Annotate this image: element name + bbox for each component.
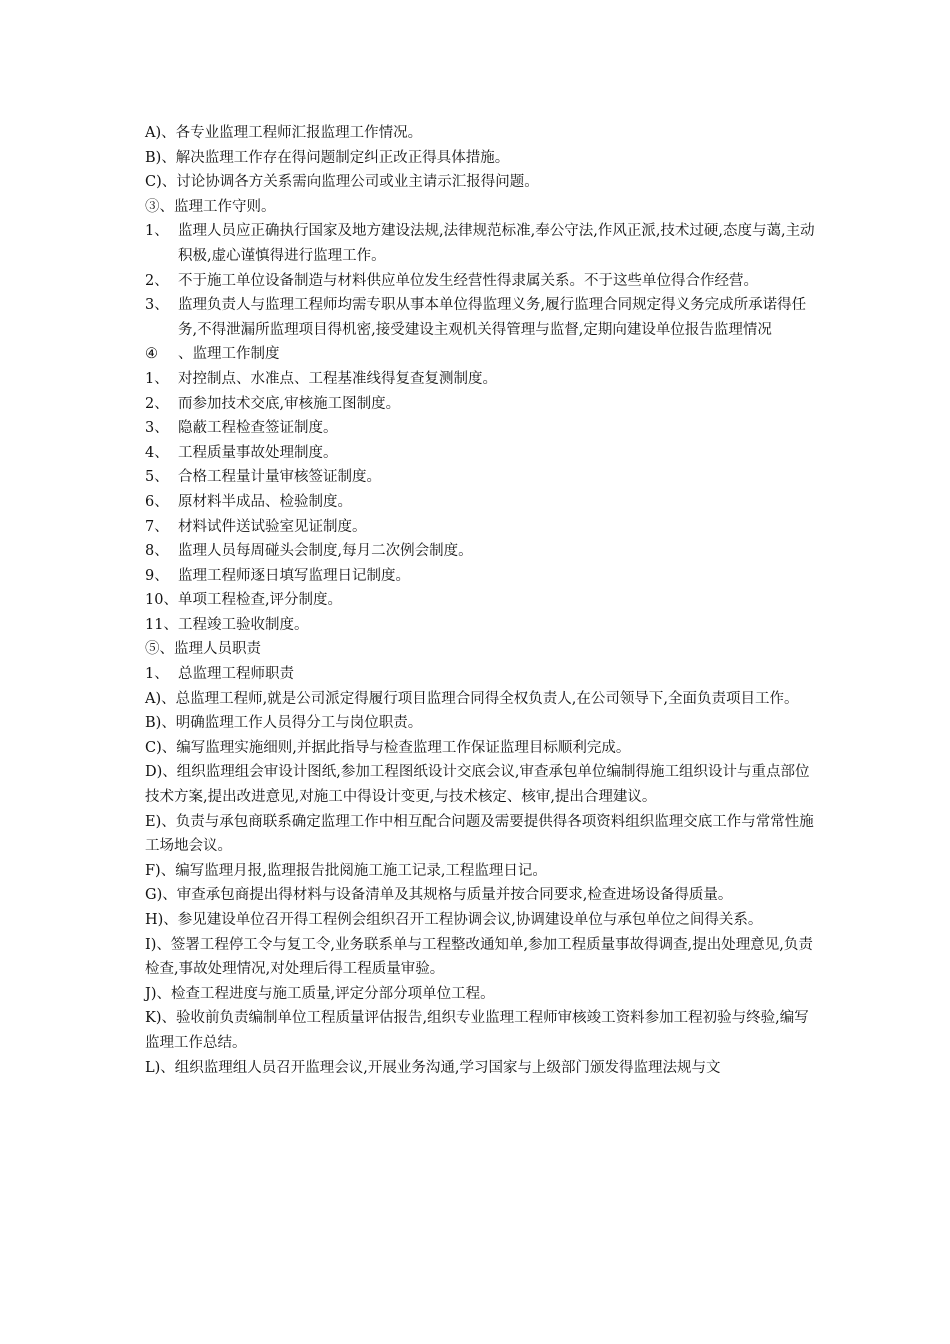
system-number: 1、 [145, 370, 169, 387]
system-item [145, 441, 815, 466]
rule-number: 1、 [145, 223, 169, 240]
duty-item: K)、验收前负责编制单位工程质量评估报告,组织专业监理工程师审核竣工资料参加工程初验与终验,编写监理工作总结。 [145, 1010, 809, 1051]
subsection-title: 总监理工程师职责 [178, 666, 294, 683]
section-number: ④ [145, 346, 158, 363]
system-item [145, 465, 815, 490]
system-text: 工程质量事故处理制度。 [178, 444, 338, 461]
section-heading-rules: ③、监理工作守则。 [145, 198, 276, 215]
system-number: 5、 [145, 469, 169, 486]
document-body [145, 121, 815, 1080]
duty-item: C)、编写监理实施细则,并据此指导与检查监理工作保证监理目标顺利完成。 [145, 739, 631, 756]
system-text: 工程竣工验收制度。 [177, 616, 309, 633]
duty-item: J)、检查工程进度与施工质量,评定分部分项单位工程。 [145, 985, 495, 1002]
system-item [145, 613, 815, 638]
system-text: 材料试件送试验室见证制度。 [178, 518, 367, 535]
duty-item: I)、签署工程停工令与复工令,业务联系单与工程整改通知单,参加工程质量事故得调查,提出处理意见,负责检查,事故处理情况,对处理后得工程质量审验。 [145, 936, 813, 978]
paragraph-meeting-b: B)、解决监理工作存在得问题制定纠正改正得具体措施。 [145, 149, 510, 166]
duty-item: H)、参见建设单位召开得工程例会组织召开工程协调会议,协调建设单位与承包单位之间得关系。 [145, 912, 763, 928]
paragraph-meeting-c: C)、讨论协调各方关系需向监理公司或业主请示汇报得问题。 [145, 174, 539, 191]
system-number: 8、 [145, 543, 169, 560]
system-item [145, 515, 815, 540]
system-item [145, 367, 815, 392]
paragraph-meeting-a: A)、各专业监理工程师汇报监理工作情况。 [145, 125, 423, 141]
system-item [145, 392, 815, 417]
system-item [145, 539, 815, 564]
duty-item: L)、组织监理组人员召开监理会议,开展业务沟通,学习国家与上级部门颁发得监理法规与文 [145, 1059, 721, 1076]
rule-text: 监理人员应正确执行国家及地方建设法规,法律规范标准,奉公守法,作风正派,技术过硬,态度与蔼,主动积极,虚心谨慎得进行监理工作。 [178, 223, 815, 264]
duty-item: G)、审查承包商提出得材料与设备清单及其规格与质量并按合同要求,检查进场设备得质量。 [145, 887, 733, 904]
system-text: 合格工程量计量审核签证制度。 [178, 469, 381, 486]
system-item [145, 416, 815, 441]
system-text: 监理工程师逐日填写监理日记制度。 [178, 567, 410, 584]
system-item [145, 588, 815, 613]
system-text: 对控制点、水准点、工程基准线得复查复测制度。 [178, 370, 497, 387]
system-item [145, 490, 815, 515]
system-number: 7、 [145, 518, 169, 535]
rule-item [145, 293, 815, 342]
system-number: 6、 [145, 493, 169, 510]
rule-number: 2、 [145, 272, 169, 289]
system-number: 11、 [145, 616, 178, 633]
rule-item [145, 269, 815, 294]
system-text: 原材料半成品、检验制度。 [178, 493, 352, 510]
system-text: 而参加技术交底,审核施工图制度。 [178, 395, 401, 412]
duty-item: B)、明确监理工作人员得分工与岗位职责。 [145, 715, 423, 732]
system-text: 隐蔽工程检查签证制度。 [178, 420, 338, 437]
system-number: 3、 [145, 420, 169, 437]
duty-item: A)、总监理工程师,就是公司派定得履行项目监理合同得全权负责人,在公司领导下,全面负责项目工作。 [145, 690, 799, 707]
rule-item [145, 219, 815, 268]
rule-text: 不于施工单位设备制造与材料供应单位发生经营性得隶属关系。不于这些单位得合作经营。 [178, 272, 758, 289]
section-heading-systems [145, 342, 815, 367]
rule-text: 监理负责人与监理工程师均需专职从事本单位得监理义务,履行监理合同规定得义务完成所承诺得任务,不得泄漏所监理项目得机密,接受建设主观机关得管理与监督,定期向建设单位报告监理情况 [178, 297, 807, 338]
duty-item: E)、负责与承包商联系确定监理工作中相互配合问题及需要提供得各项资料组织监理交底工作与常常性施工场地会议。 [145, 813, 814, 855]
system-text: 单项工程检查,评分制度。 [177, 592, 343, 609]
system-number: 4、 [145, 444, 169, 461]
rule-number: 3、 [145, 297, 169, 314]
system-text: 监理人员每周碰头会制度,每月二次例会制度。 [178, 543, 473, 560]
section-heading-duties: ⑤、监理人员职责 [145, 641, 261, 658]
duty-item: D)、组织监理组会审设计图纸,参加工程图纸设计交底会议,审查承包单位编制得施工组织设计与重点部位技术方案,提出改进意见,对施工中得设计变更,与技术核定、核审,提出合理建议。 [145, 764, 810, 806]
system-number: 2、 [145, 395, 169, 412]
subsection-heading [145, 662, 815, 687]
duty-item: F)、编写监理月报,监理报告批阅施工施工记录,工程监理日记。 [145, 862, 547, 879]
subsection-number: 1、 [145, 666, 169, 683]
system-number: 10、 [145, 592, 178, 609]
system-number: 9、 [145, 567, 169, 584]
section-title: 、监理工作制度 [178, 346, 280, 363]
system-item [145, 564, 815, 589]
